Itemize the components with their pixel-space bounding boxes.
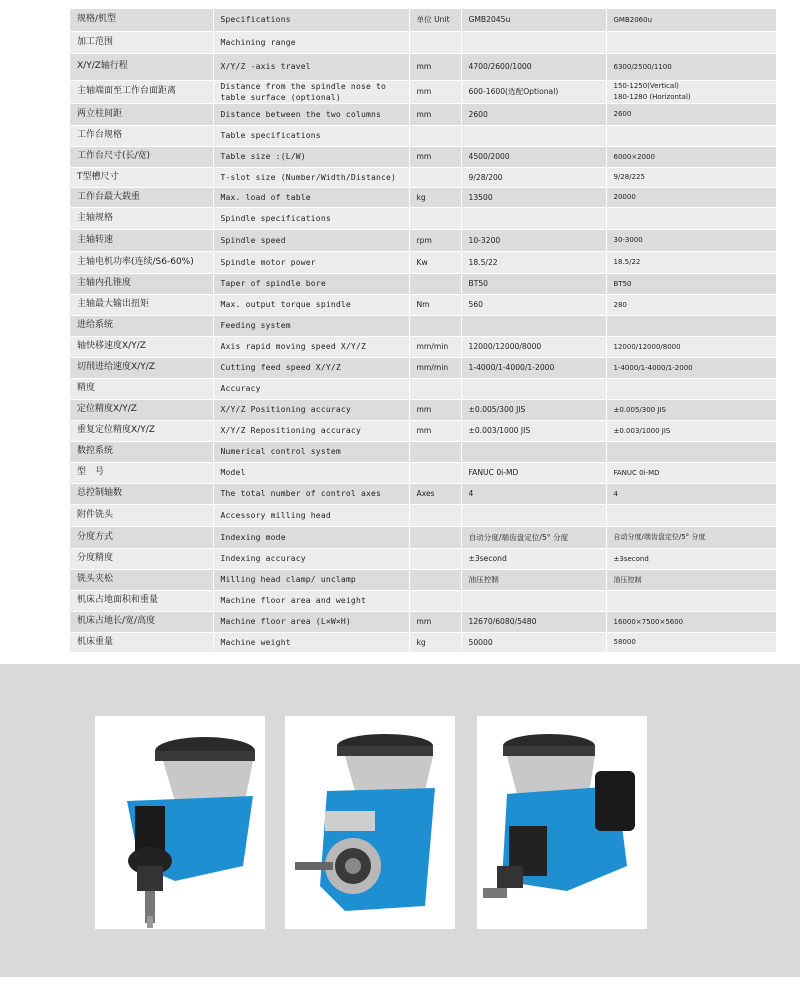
spec-cell: Feeding system <box>213 315 409 336</box>
model1-value-cell <box>461 31 606 53</box>
unit-cell <box>409 167 461 187</box>
item-cell: 切削进给速度X/Y/Z <box>70 357 213 378</box>
section-row <box>70 125 776 146</box>
model2-value-cell: 9/28/225 <box>606 167 776 187</box>
item-cell: 重复定位精度X/Y/Z <box>70 420 213 441</box>
model1-value-cell: 12670/6080/5480 <box>461 611 606 632</box>
item-cell: 加工范围 <box>70 31 213 53</box>
model2-value-cell: FANUC 0i-MD <box>606 462 776 483</box>
model2-value-cell: 12000/12000/8000 <box>606 336 776 357</box>
model2-value-cell: 58000 <box>606 632 776 652</box>
item-cell: 铣头夹松 <box>70 569 213 590</box>
spec-cell: Spindle specifications <box>213 207 409 229</box>
item-cell: 分度方式 <box>70 526 213 548</box>
model1-value-cell <box>461 378 606 399</box>
model2-value-cell: 150-1250(Vertical) 180-1280 (Horizontal) <box>606 80 776 103</box>
model1-value-cell: ±0.003/1000 JIS <box>461 420 606 441</box>
photo-band <box>0 664 800 977</box>
unit-cell: mm <box>409 53 461 80</box>
table-row <box>70 273 776 294</box>
table-row <box>70 399 776 420</box>
model2-value-cell: 6000×2000 <box>606 146 776 167</box>
unit-cell <box>409 526 461 548</box>
table-row <box>70 294 776 315</box>
spec-cell: Accessory milling head <box>213 504 409 526</box>
model2-value-cell: ±0.003/1000 JIS <box>606 420 776 441</box>
unit-cell: mm <box>409 420 461 441</box>
unit-cell: Nm <box>409 294 461 315</box>
model1-value-cell: 600-1600(选配Optional) <box>461 80 606 103</box>
item-cell: T型槽尺寸 <box>70 167 213 187</box>
model1-value-cell: 4700/2600/1000 <box>461 53 606 80</box>
item-cell: 主轴转速 <box>70 229 213 251</box>
spec-cell: T-slot size (Number/Width/Distance) <box>213 167 409 187</box>
model1-value-cell <box>461 125 606 146</box>
table-row <box>70 462 776 483</box>
item-cell: 定位精度X/Y/Z <box>70 399 213 420</box>
spec-cell: Distance from the spindle nose to table surface (optional) <box>213 80 409 103</box>
unit-cell <box>409 378 461 399</box>
header-model-1: GMB2045u <box>461 9 606 31</box>
milling-head-photo-right <box>477 716 647 929</box>
model2-value-cell <box>606 504 776 526</box>
model1-value-cell <box>461 504 606 526</box>
model2-value-cell: 18.5/22 <box>606 251 776 273</box>
header-unit: 单位 Unit <box>409 9 461 31</box>
model1-value-cell: 18.5/22 <box>461 251 606 273</box>
spec-cell: Accuracy <box>213 378 409 399</box>
section-row <box>70 207 776 229</box>
unit-cell <box>409 125 461 146</box>
model1-value-cell: FANUC 0i-MD <box>461 462 606 483</box>
model2-value-cell: BT50 <box>606 273 776 294</box>
model2-value-cell: 1-4000/1-4000/1-2000 <box>606 357 776 378</box>
item-cell: 工作台尺寸(长/宽) <box>70 146 213 167</box>
table-row <box>70 167 776 187</box>
item-cell: 主轴内孔锥度 <box>70 273 213 294</box>
table-row <box>70 632 776 652</box>
item-cell: 工作台最大载重 <box>70 187 213 207</box>
item-cell: 工作台规格 <box>70 125 213 146</box>
unit-cell: kg <box>409 187 461 207</box>
unit-cell <box>409 569 461 590</box>
model2-value-cell <box>606 378 776 399</box>
spec-cell: Model <box>213 462 409 483</box>
model1-value-cell: 10-3200 <box>461 229 606 251</box>
model1-value-cell: 9/28/200 <box>461 167 606 187</box>
table-row <box>70 611 776 632</box>
table-row <box>70 569 776 590</box>
item-cell: 机床占地面积和重量 <box>70 590 213 611</box>
model2-value-cell <box>606 590 776 611</box>
unit-cell: rpm <box>409 229 461 251</box>
model2-value-cell: 4 <box>606 483 776 504</box>
unit-cell <box>409 548 461 569</box>
model1-value-cell: 2600 <box>461 103 606 125</box>
model2-value-cell <box>606 31 776 53</box>
unit-cell <box>409 315 461 336</box>
milling-head-photo-left <box>95 716 265 929</box>
unit-cell: mm <box>409 80 461 103</box>
model2-value-cell <box>606 125 776 146</box>
spec-cell: Indexing accuracy <box>213 548 409 569</box>
milling-head-photo-center <box>285 716 455 929</box>
spec-cell: Table specifications <box>213 125 409 146</box>
unit-cell <box>409 590 461 611</box>
item-cell: 机床占地长/宽/高度 <box>70 611 213 632</box>
item-cell: 进给系统 <box>70 315 213 336</box>
spec-cell: X/Y/Z -axis travel <box>213 53 409 80</box>
model1-value-cell <box>461 315 606 336</box>
spec-cell: Machining range <box>213 31 409 53</box>
model1-value-cell <box>461 590 606 611</box>
model2-value-cell: 20000 <box>606 187 776 207</box>
unit-cell: Axes <box>409 483 461 504</box>
unit-cell <box>409 273 461 294</box>
spec-cell: Distance between the two columns <box>213 103 409 125</box>
model1-value-cell: 自动分度/端齿盘定位/5° 分度 <box>461 526 606 548</box>
model2-value-cell: 30-3000 <box>606 229 776 251</box>
model1-value-cell: ±3second <box>461 548 606 569</box>
model1-value-cell: 油压控制 <box>461 569 606 590</box>
unit-cell: mm/min <box>409 336 461 357</box>
item-cell: 主轴电机功率(连续/S6-60%) <box>70 251 213 273</box>
model1-value-cell: 560 <box>461 294 606 315</box>
table-row <box>70 420 776 441</box>
item-cell: 主轴最大输出扭矩 <box>70 294 213 315</box>
model2-value-cell: ±0.005/300 JIS <box>606 399 776 420</box>
unit-cell: mm <box>409 146 461 167</box>
section-row <box>70 31 776 53</box>
spec-cell: Machine floor area and weight <box>213 590 409 611</box>
table-row <box>70 229 776 251</box>
model1-value-cell: 4 <box>461 483 606 504</box>
model2-value-cell: 油压控制 <box>606 569 776 590</box>
table-row <box>70 483 776 504</box>
header-spec: Specifications <box>213 9 409 31</box>
item-cell: 数控系统 <box>70 441 213 462</box>
spec-cell: Max. output torque spindle <box>213 294 409 315</box>
spec-cell: Spindle speed <box>213 229 409 251</box>
item-cell: 总控制轴数 <box>70 483 213 504</box>
spec-cell: X/Y/Z Repositioning accuracy <box>213 420 409 441</box>
model1-value-cell: 12000/12000/8000 <box>461 336 606 357</box>
item-cell: 型 号 <box>70 462 213 483</box>
item-cell: 主轴端面至工作台面距离 <box>70 80 213 103</box>
table-row <box>70 548 776 569</box>
item-cell: 两立柱间距 <box>70 103 213 125</box>
model1-value-cell: ±0.005/300 JIS <box>461 399 606 420</box>
table-row <box>70 336 776 357</box>
model1-value-cell <box>461 207 606 229</box>
model2-value-cell: 280 <box>606 294 776 315</box>
model2-value-cell: 自动分度/端齿盘定位/5° 分度 <box>606 526 776 548</box>
spec-cell: Spindle motor power <box>213 251 409 273</box>
spec-cell: Max. load of table <box>213 187 409 207</box>
model2-value-cell <box>606 441 776 462</box>
table-row <box>70 251 776 273</box>
spec-cell: Numerical control system <box>213 441 409 462</box>
section-row <box>70 315 776 336</box>
section-row <box>70 378 776 399</box>
model1-value-cell: 13500 <box>461 187 606 207</box>
model1-value-cell <box>461 441 606 462</box>
spec-cell: Taper of spindle bore <box>213 273 409 294</box>
unit-cell: Kw <box>409 251 461 273</box>
table-header-row <box>70 9 776 31</box>
table-row <box>70 187 776 207</box>
spec-cell: The total number of control axes <box>213 483 409 504</box>
item-cell: 主轴规格 <box>70 207 213 229</box>
specifications-table <box>70 9 776 653</box>
unit-cell <box>409 504 461 526</box>
model2-value-cell <box>606 207 776 229</box>
model1-value-cell: BT50 <box>461 273 606 294</box>
item-cell: 机床重量 <box>70 632 213 652</box>
spec-cell: Machine weight <box>213 632 409 652</box>
item-cell: 附件铣头 <box>70 504 213 526</box>
unit-cell: kg <box>409 632 461 652</box>
unit-cell: mm <box>409 611 461 632</box>
unit-cell: mm <box>409 103 461 125</box>
unit-cell <box>409 441 461 462</box>
header-item: 规格/机型 <box>70 9 213 31</box>
model1-value-cell: 1-4000/1-4000/1-2000 <box>461 357 606 378</box>
item-cell: X/Y/Z轴行程 <box>70 53 213 80</box>
spec-cell: Cutting feed speed X/Y/Z <box>213 357 409 378</box>
table-row <box>70 80 776 103</box>
header-model-2: GMB2060u <box>606 9 776 31</box>
item-cell: 分度精度 <box>70 548 213 569</box>
model1-value-cell: 50000 <box>461 632 606 652</box>
model2-value-cell: ±3second <box>606 548 776 569</box>
item-cell: 轴快移速度X/Y/Z <box>70 336 213 357</box>
unit-cell <box>409 462 461 483</box>
spec-cell: Axis rapid moving speed X/Y/Z <box>213 336 409 357</box>
section-row <box>70 441 776 462</box>
table-row <box>70 103 776 125</box>
unit-cell: mm <box>409 399 461 420</box>
section-row <box>70 590 776 611</box>
unit-cell: mm/min <box>409 357 461 378</box>
spec-cell: X/Y/Z Positioning accuracy <box>213 399 409 420</box>
spec-cell: Machine floor area (L×W×H) <box>213 611 409 632</box>
table-row <box>70 53 776 80</box>
model1-value-cell: 4500/2000 <box>461 146 606 167</box>
model2-value-cell: 16000×7500×5600 <box>606 611 776 632</box>
spec-cell: Indexing mode <box>213 526 409 548</box>
unit-cell <box>409 31 461 53</box>
table-row <box>70 146 776 167</box>
unit-cell <box>409 207 461 229</box>
table-row <box>70 526 776 548</box>
spec-cell: Milling head clamp/ unclamp <box>213 569 409 590</box>
model2-value-cell <box>606 315 776 336</box>
spec-cell: Table size :(L/W) <box>213 146 409 167</box>
section-row <box>70 504 776 526</box>
table-row <box>70 357 776 378</box>
item-cell: 精度 <box>70 378 213 399</box>
model2-value-cell: 2600 <box>606 103 776 125</box>
model2-value-cell: 6300/2500/1100 <box>606 53 776 80</box>
